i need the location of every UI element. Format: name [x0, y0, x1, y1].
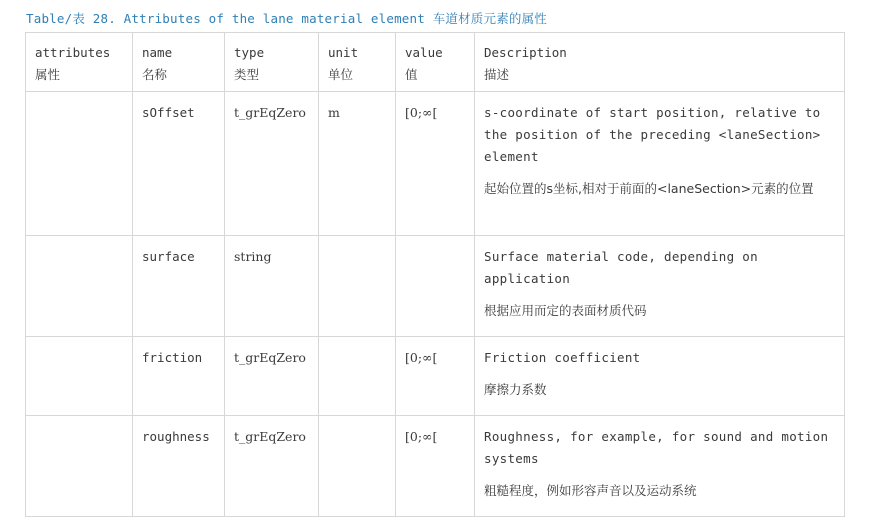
header-description [475, 33, 845, 92]
description-en: s-coordinate of start position, relative to the position of the preceding <laneSection> element [484, 105, 821, 164]
description-cn: 摩擦力系数 [484, 382, 547, 397]
table-row [26, 416, 845, 517]
cell-value: [0;∞[ [396, 337, 475, 416]
description-cn: 起始位置的s坐标,相对于前面的<laneSection>元素的位置 [484, 181, 814, 196]
cell-value: [0;∞[ [396, 92, 475, 236]
header-value [396, 33, 475, 92]
table-caption: Table/表 28. Attributes of the lane material element 车道材质元素的属性 [26, 11, 548, 26]
cell-attributes [26, 236, 133, 337]
cell-type: t_grEqZero [225, 416, 319, 517]
header-name-cn: 名称 [142, 67, 168, 82]
table-row [26, 236, 845, 337]
header-unit [319, 33, 396, 92]
header-type [225, 33, 319, 92]
cell-description [475, 416, 845, 517]
cell-unit: m [319, 92, 396, 236]
description-en: Friction coefficient [484, 350, 641, 365]
header-attributes-cn: 属性 [35, 67, 61, 82]
header-attributes-en: attributes [35, 45, 111, 60]
header-unit-en: unit [328, 45, 359, 60]
header-unit-cn: 单位 [328, 67, 354, 82]
description-en: Surface material code, depending on application [484, 249, 758, 286]
header-description-cn: 描述 [484, 67, 510, 82]
cell-attributes [26, 416, 133, 517]
table-header [26, 33, 845, 92]
cell-description [475, 337, 845, 416]
cell-type: string [225, 236, 319, 337]
cell-value [396, 236, 475, 337]
description-cn: 根据应用而定的表面材质代码 [484, 303, 647, 318]
description-en: Roughness, for example, for sound and motion systems [484, 429, 829, 466]
cell-description [475, 92, 845, 236]
cell-description [475, 236, 845, 337]
cell-unit [319, 416, 396, 517]
table-body [26, 92, 845, 517]
cell-attributes [26, 337, 133, 416]
header-name [133, 33, 225, 92]
header-value-en: value [405, 45, 443, 60]
header-description-en: Description [484, 45, 567, 60]
cell-type: t_grEqZero [225, 337, 319, 416]
table-row [26, 92, 845, 236]
cell-name: roughness [133, 416, 225, 517]
cell-type: t_grEqZero [225, 92, 319, 236]
header-type-en: type [234, 45, 265, 60]
header-name-en: name [142, 45, 173, 60]
table-row [26, 337, 845, 416]
header-type-cn: 类型 [234, 67, 260, 82]
description-cn: 粗糙程度，例如形容声音以及运动系统 [484, 483, 697, 498]
header-attributes [26, 33, 133, 92]
cell-unit [319, 236, 396, 337]
cell-name: sOffset [133, 92, 225, 236]
cell-unit [319, 337, 396, 416]
header-row [26, 33, 845, 92]
attributes-table [25, 32, 845, 517]
cell-value: [0;∞[ [396, 416, 475, 517]
cell-attributes [26, 92, 133, 236]
header-value-cn: 值 [405, 67, 418, 82]
cell-name: surface [133, 236, 225, 337]
cell-name: friction [133, 337, 225, 416]
